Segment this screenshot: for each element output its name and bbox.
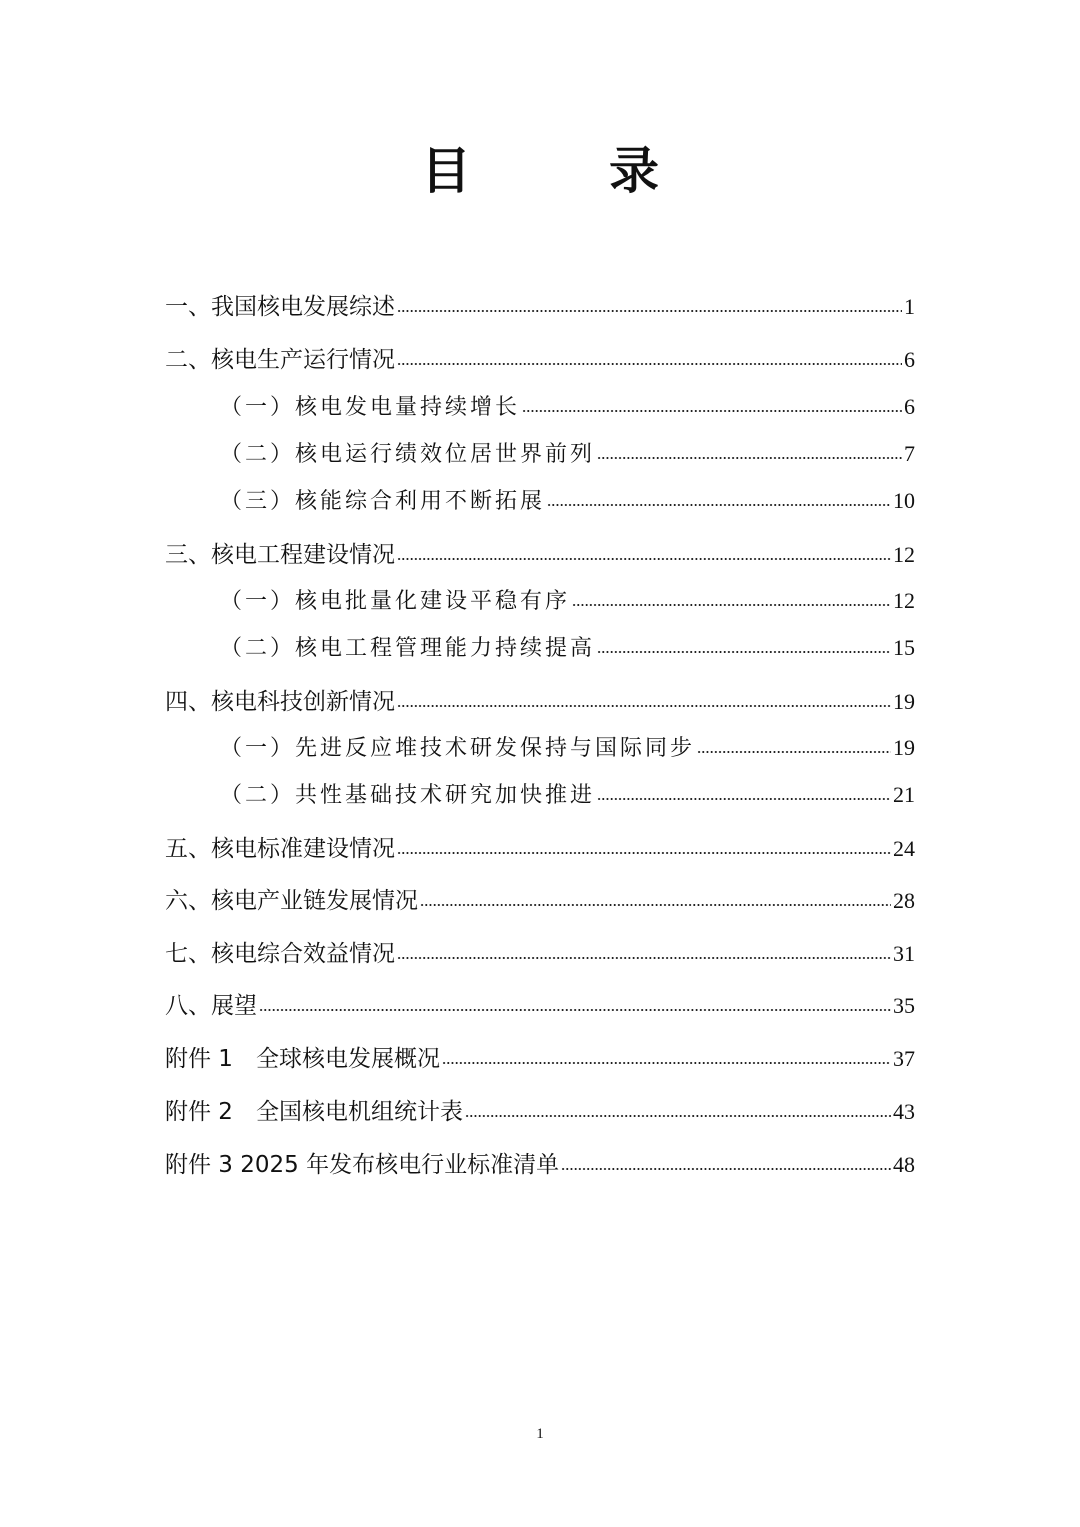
toc-entry-2-3[interactable]: [220, 484, 915, 516]
dot-leader: [547, 502, 891, 508]
toc-entry-page: 24: [893, 836, 915, 861]
toc-entry-page: 6: [904, 394, 915, 419]
dot-leader: [420, 902, 891, 908]
dot-leader: [697, 749, 891, 755]
toc-entry-label: 三、核电工程建设情况: [165, 542, 395, 568]
toc-entry-6[interactable]: [165, 882, 915, 914]
dot-leader: [397, 703, 891, 709]
toc-entry-7[interactable]: [165, 935, 915, 967]
toc-entry-page: 1: [904, 294, 915, 319]
toc-entry-label: 附件 3 2025 年发布核电行业标准清单: [165, 1152, 560, 1178]
toc-entry-8[interactable]: [165, 987, 915, 1019]
toc-entry-label: 八、展望: [165, 993, 257, 1019]
dot-leader: [397, 308, 902, 314]
page-title: 目 录: [421, 142, 703, 200]
toc-entry-page: 15: [893, 635, 915, 660]
toc-entry-label: （三）核能综合利用不断拓展: [220, 489, 546, 514]
dot-leader: [397, 556, 891, 562]
dot-leader: [522, 408, 902, 414]
toc-entry-label: 附件 2 全国核电机组统计表: [165, 1099, 463, 1125]
toc-entry-5[interactable]: [165, 830, 915, 862]
toc-entry-appendix-1[interactable]: [165, 1040, 915, 1072]
toc-entry-page: 35: [893, 993, 915, 1018]
toc-entry-3[interactable]: [165, 536, 915, 568]
toc-entry-4-2[interactable]: [220, 778, 915, 810]
toc-entry-label: 五、核电标准建设情况: [165, 836, 395, 862]
dot-leader: [561, 1166, 891, 1172]
toc-entry-label: （二）核电运行绩效位居世界前列: [220, 442, 596, 467]
toc-entry-label: 附件 1 全球核电发展概况: [165, 1046, 440, 1072]
dot-leader: [597, 796, 891, 802]
toc-entry-label: （一）先进反应堆技术研发保持与国际同步: [220, 736, 696, 761]
toc-entry-page: 48: [893, 1152, 915, 1177]
toc-entry-2-1[interactable]: [220, 390, 915, 422]
toc-entry-2-2[interactable]: [220, 437, 915, 469]
dot-leader: [465, 1113, 891, 1119]
dot-leader: [397, 850, 891, 856]
toc-entry-3-1[interactable]: [220, 584, 915, 616]
toc-entry-label: 四、核电科技创新情况: [165, 689, 395, 715]
toc-entry-appendix-3[interactable]: [165, 1146, 915, 1178]
page-number: 1: [536, 1426, 544, 1442]
toc-entry-1[interactable]: [165, 288, 915, 320]
toc-entry-appendix-2[interactable]: [165, 1093, 915, 1125]
dot-leader: [397, 955, 891, 961]
toc-entry-2[interactable]: [165, 341, 915, 373]
toc-entry-page: 31: [893, 941, 915, 966]
toc-entry-4-1[interactable]: [220, 731, 915, 763]
dot-leader: [397, 361, 902, 367]
toc-entry-page: 6: [904, 347, 915, 372]
toc-entry-label: 二、核电生产运行情况: [165, 347, 395, 373]
toc-entry-page: 12: [893, 588, 915, 613]
toc-entry-page: 7: [904, 441, 915, 466]
toc-entry-label: 一、我国核电发展综述: [165, 294, 395, 320]
toc-entry-label: （一）核电批量化建设平稳有序: [220, 589, 571, 614]
dot-leader: [572, 602, 891, 608]
dot-leader: [597, 649, 891, 655]
dot-leader: [442, 1060, 891, 1066]
toc-entry-label: 六、核电产业链发展情况: [165, 888, 418, 914]
dot-leader: [597, 455, 902, 461]
toc-entry-page: 19: [893, 735, 915, 760]
toc-entry-page: 10: [893, 488, 915, 513]
toc-entry-label: （二）共性基础技术研究加快推进: [220, 783, 596, 808]
toc-entry-4[interactable]: [165, 683, 915, 715]
toc-entry-3-2[interactable]: [220, 631, 915, 663]
toc-entry-label: 七、核电综合效益情况: [165, 941, 395, 967]
toc-entry-page: 43: [893, 1099, 915, 1124]
toc-entry-page: 21: [893, 782, 915, 807]
toc-entry-label: （二）核电工程管理能力持续提高: [220, 636, 596, 661]
toc-entry-page: 28: [893, 888, 915, 913]
toc-entry-page: 37: [893, 1046, 915, 1071]
toc-entry-page: 12: [893, 542, 915, 567]
toc-entry-page: 19: [893, 689, 915, 714]
dot-leader: [259, 1007, 891, 1013]
toc-entry-label: （一）核电发电量持续增长: [220, 395, 521, 420]
